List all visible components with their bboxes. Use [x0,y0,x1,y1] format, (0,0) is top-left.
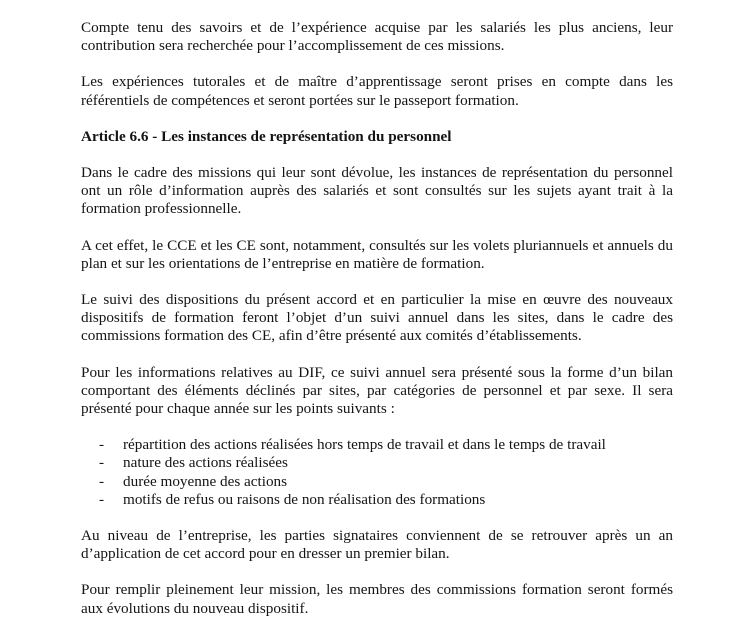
paragraph-review: Au niveau de l’entreprise, les parties signataires conviennent de se retrouver après un an d’application de cet accord pour en dresser un premier bilan. [81,527,673,563]
bullet-dash: - [99,436,105,454]
list-item-text: motifs de refus ou raisons de non réalisation des formations [123,490,486,508]
bullet-dash: - [99,490,105,508]
document-page [81,19,673,636]
bullet-list [81,436,673,509]
list-item-text: durée moyenne des actions [123,472,288,490]
list-item [81,454,673,472]
list-item [81,473,673,491]
paragraph-consultation: A cet effet, le CCE et les CE sont, notamment, consultés sur les volets pluriannuels et annuels du plan et sur les orientations de l’entreprise en matière de formation. [81,236,673,272]
paragraph-tutoring: Les expériences tutorales et de maître d’apprentissage seront prises en compte dans les référentiels de compétences et seront portées sur le passeport formation. [81,73,673,109]
list-item [81,491,673,509]
bullet-dash: - [99,472,105,490]
list-item-text: répartition des actions réalisées hors temps de travail et dans le temps de travail [123,436,606,454]
article-heading: Article 6.6 - Les instances de représentation du personnel [81,127,452,145]
paragraph-missions: Dans le cadre des missions qui leur sont dévolue, les instances de représentation du personnel ont un rôle d’information auprès des salariés et sont consultés sur les sujets ayant trait à la formation professionnelle. [81,164,673,218]
paragraph-experience: Compte tenu des savoirs et de l’expérience acquise par les salariés les plus anciens, leur contribution sera recherchée pour l’accomplissement de ces missions. [81,19,673,55]
paragraph-dif: Pour les informations relatives au DIF, ce suivi annuel sera présenté sous la forme d’un bilan comportant des éléments déclinés par sites, par catégories de personnel et par sexe. Il sera présenté pour chaque année sur les points suivants : [81,363,673,418]
list-item-text: nature des actions réalisées [123,454,288,472]
list-item [81,436,673,454]
paragraph-training: Pour remplir pleinement leur mission, les membres des commissions formation seront formés aux évolutions du nouveau dispositif. [81,581,673,617]
paragraph-follow-up: Le suivi des dispositions du présent accord et en particulier la mise en œuvre des nouveaux dispositifs de formation feront l’objet d’un suivi annuel dans les sites, dans le cadre des commissions formation des CE, afin d’être présenté aux comités d’établissements. [81,291,673,345]
bullet-dash: - [99,454,105,472]
